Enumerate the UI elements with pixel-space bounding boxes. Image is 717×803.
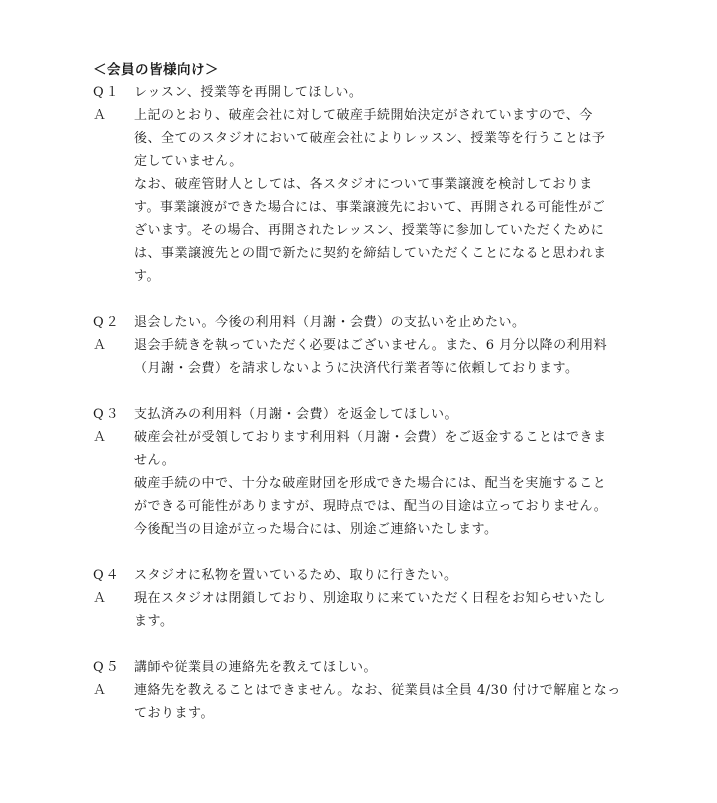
question-row [93, 311, 623, 334]
question-row [93, 403, 623, 426]
question-text: 退会したい。今後の利用料（月謝・会費）の支払いを止めたい。 [134, 315, 526, 330]
answer-line: （月謝・会費）を請求しないように決済代行業者等に依頼しております。 [134, 361, 579, 376]
answer-line: す。 [134, 269, 160, 284]
question-row [93, 81, 623, 104]
qa-item-4 [93, 564, 623, 633]
section-heading: ＜会員の皆様向け＞ [93, 62, 219, 78]
question-text: レッスン、授業等を再開してほしい。 [134, 85, 363, 100]
answer-line: 今後配当の目途が立った場合には、別途ご連絡いたします。 [134, 522, 498, 537]
question-row [93, 564, 623, 587]
qa-item-5 [93, 656, 623, 725]
answer-line: 連絡先を教えることはできません。なお、従業員は全員 4/30 付けで解雇となっ [134, 683, 621, 698]
answer-paragraph [134, 587, 623, 633]
answer-label: Ａ [93, 108, 109, 123]
question-label: Q２ [93, 315, 121, 330]
answer-line: ざいます。その場合、再開されたレッスン、授業等に参加していただくために [134, 223, 605, 238]
answer-label: Ａ [93, 338, 109, 353]
question-label: Q３ [93, 407, 121, 422]
answer-line: 退会手続きを執っていただく必要はございません。また、6 月分以降の利用料 [134, 338, 608, 353]
question-label: Q５ [93, 660, 121, 675]
answer-line: 定していません。 [134, 154, 243, 169]
answer-paragraph [134, 472, 623, 518]
question-text: 講師や従業員の連絡先を教えてほしい。 [134, 660, 378, 675]
answer-label: Ａ [93, 430, 109, 445]
qa-item-1 [93, 81, 623, 288]
answer-line: ます。 [134, 614, 174, 629]
answer-line: 後、全てのスタジオにおいて破産会社によりレッスン、授業等を行うことは予 [134, 131, 606, 146]
answer-line: 破産手続の中で、十分な破産財団を形成できた場合には、配当を実施すること [134, 476, 607, 491]
answer-line: 破産会社が受領しております利用料（月謝・会費）をご返金することはできま [134, 430, 607, 445]
answer-row [93, 587, 623, 633]
answer-line: せん。 [134, 453, 176, 468]
answer-row [93, 426, 623, 541]
answer-line: ができる可能性がありますが、現時点では、配当の目途は立っておりません。 [134, 499, 608, 514]
question-row [93, 656, 623, 679]
answer-paragraph [134, 518, 623, 541]
answer-line: す。事業譲渡ができた場合には、事業譲渡先において、再開される可能性がご [134, 200, 606, 215]
answer-paragraph [134, 679, 623, 725]
answer-line: 現在スタジオは閉鎖しており、別途取りに来ていただく日程をお知らせいたし [134, 591, 607, 606]
question-label: Q４ [93, 568, 121, 583]
answer-label: Ａ [93, 683, 109, 698]
answer-row [93, 104, 623, 288]
answer-paragraph [134, 173, 623, 288]
answer-line: 上記のとおり、破産会社に対して破産手続開始決定がされていますので、今 [134, 108, 593, 123]
answer-row [93, 679, 623, 725]
question-label: Q１ [93, 85, 121, 100]
answer-line: なお、破産管財人としては、各スタジオについて事業譲渡を検討しておりま [134, 177, 593, 192]
question-text: 支払済みの利用料（月謝・会費）を返金してほしい。 [134, 407, 459, 422]
answer-paragraph [134, 104, 623, 173]
answer-row [93, 334, 623, 380]
answer-line: ております。 [134, 706, 214, 721]
answer-paragraph [134, 426, 623, 472]
question-text: スタジオに私物を置いているため、取りに行きたい。 [134, 568, 458, 583]
qa-item-2 [93, 311, 623, 380]
qa-item-3 [93, 403, 623, 541]
answer-label: Ａ [93, 591, 109, 606]
answer-line: は、事業譲渡先との間で新たに契約を締結していただくことになると思われま [134, 246, 607, 261]
answer-paragraph [134, 334, 623, 380]
